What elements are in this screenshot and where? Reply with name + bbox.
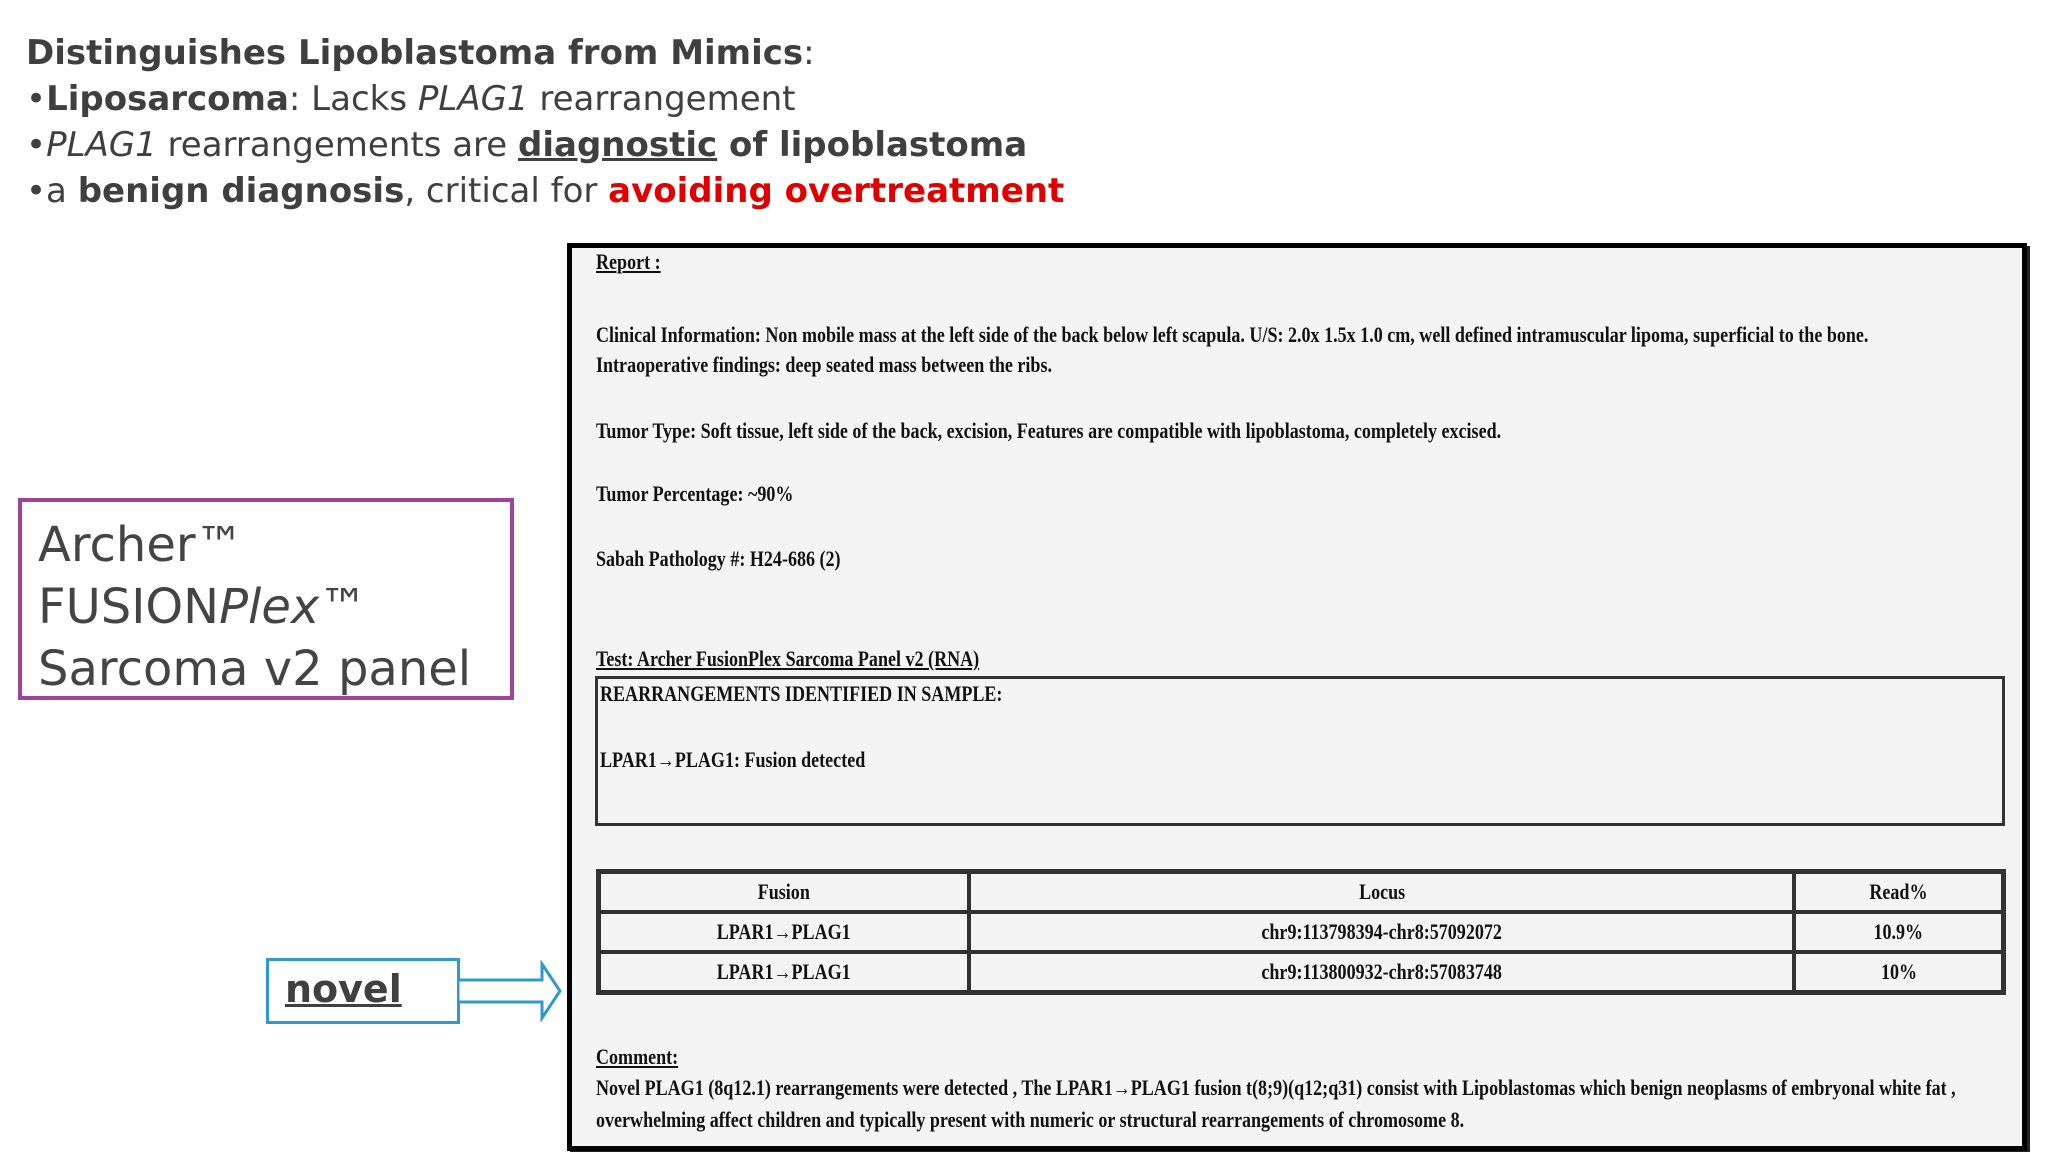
panel-text: ™ [319, 579, 368, 635]
gene-name: PLAG1 [46, 125, 157, 165]
cell-text: LPAR1→PLAG1 [716, 919, 851, 944]
overtreatment-term: avoiding overtreatment [608, 171, 1065, 211]
rearrangement-result: LPAR1→PLAG1: Fusion detected [600, 747, 866, 772]
report-title: Report : [596, 249, 661, 274]
header-text: Fusion [757, 879, 810, 904]
bullet-marker: •a [26, 171, 78, 211]
cell-read [1794, 952, 2003, 992]
column-header-locus [969, 872, 1795, 912]
cell-text: 10.9% [1873, 919, 1924, 944]
header-text: Locus [1358, 879, 1405, 904]
bullet-marker: • [26, 79, 47, 119]
panel-name-box [18, 498, 514, 700]
clinical-information: Clinical Information: Non mobile mass at the left side of the back below left scapula. U/S: 2.0x 1.5x 1.0 cm, well defined intramuscular lipoma, superficial to the bone. Intraoperative findings: deep seated mass between the ribs. [596, 322, 1869, 377]
summary-bullets [26, 30, 1064, 214]
heading-text: Distinguishes Lipoblastoma from Mimics [26, 33, 804, 73]
heading-colon: : [803, 33, 815, 73]
fusion-table [596, 869, 2006, 995]
header-text: Read% [1869, 879, 1928, 904]
rearrangements-box [595, 676, 2005, 826]
liposarcoma-term: Liposarcoma [46, 79, 289, 119]
novel-callout: novel [266, 958, 460, 1024]
bullet-liposarcoma [26, 76, 1064, 122]
cell-text: 10% [1880, 959, 1917, 984]
panel-text: FUSION [38, 579, 220, 635]
benign-term: benign diagnosis [77, 171, 405, 211]
cell-read [1794, 912, 2003, 952]
bullet-marker: • [26, 125, 47, 165]
table-row [599, 912, 2003, 952]
bullet-plag1-diagnostic [26, 122, 1064, 168]
comment-title: Comment: [596, 1044, 679, 1069]
bullet-text: rearrangement [528, 79, 796, 119]
gene-name: PLAG1 [417, 79, 529, 119]
panel-line-1: Archer™ [38, 517, 244, 573]
diagnostic-term: diagnostic [518, 125, 718, 165]
lab-report [567, 243, 2027, 1151]
test-name: Test: Archer FusionPlex Sarcoma Panel v2 (RNA) [596, 646, 980, 671]
bullet-text: of lipoblastoma [717, 125, 1028, 165]
cell-text: chr9:113800932-chr8:57083748 [1261, 959, 1502, 984]
comment-body: Novel PLAG1 (8q12.1) rearrangements were detected , The LPAR1→PLAG1 fusion t(8;9)(q12;q31) consist with Lipoblastomas which benign neoplasms of embryonal white fat , overwhelming affect children and typically present with numeric or structural rearrangements of chromosome 8. [596, 1075, 1956, 1132]
heading-line [26, 30, 1064, 76]
cell-locus [969, 912, 1795, 952]
table-row [599, 952, 2003, 992]
bullet-text: , critical for [404, 171, 609, 211]
tumor-type: Tumor Type: Soft tissue, left side of the back, excision, Features are compatible with lipoblastoma, completely excised. [596, 418, 1502, 443]
pathology-number: Sabah Pathology #: H24-686 (2) [596, 546, 841, 571]
panel-line-3: Sarcoma v2 panel [38, 641, 472, 697]
right-arrow-icon [458, 960, 564, 1022]
tumor-percentage: Tumor Percentage: ~90% [596, 481, 794, 506]
cell-text: LPAR1→PLAG1 [716, 959, 851, 984]
bullet-benign [26, 168, 1064, 214]
rearrangements-heading: REARRANGEMENTS IDENTIFIED IN SAMPLE: [600, 681, 1003, 706]
bullet-text: : Lacks [288, 79, 418, 119]
column-header-fusion [599, 872, 969, 912]
column-header-read [1794, 872, 2003, 912]
cell-locus [969, 952, 1795, 992]
bullet-text: rearrangements are [156, 125, 519, 165]
cell-fusion [599, 912, 969, 952]
panel-line-2 [38, 576, 510, 638]
cell-fusion [599, 952, 969, 992]
panel-text-italic: Plex [219, 579, 320, 635]
table-header-row [599, 872, 2003, 912]
cell-text: chr9:113798394-chr8:57092072 [1261, 919, 1502, 944]
